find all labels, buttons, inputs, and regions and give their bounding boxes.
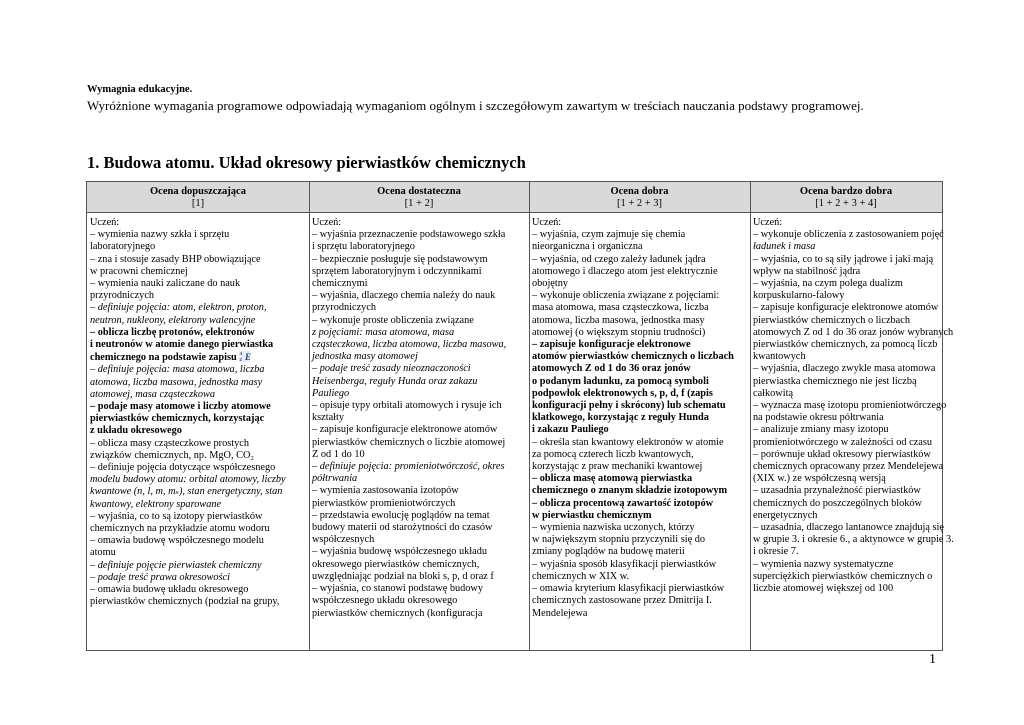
- requirement-line: – podaje treść prawa okresowości: [90, 571, 230, 583]
- requirement-line: – wykonuje obliczenia związane z pojęciami:: [532, 290, 720, 302]
- requirement-line: – wyjaśnia, co to są izotopy pierwiastków: [90, 510, 263, 522]
- requirement-line: – definiuje pojęcia: masa atomowa, liczba: [90, 364, 265, 376]
- requirement-line: kwantowe (n, l, m, mₛ), stan energetyczny, stan: [90, 486, 283, 498]
- requirement-line: obojętny: [532, 278, 569, 290]
- requirement-line: o podanym ładunku, za pomocą symboli: [532, 375, 709, 387]
- svg-text:E: E: [245, 352, 252, 363]
- requirement-line: – uzasadnia przynależność pierwiastków: [753, 485, 921, 497]
- requirement-line: pierwiastka chemicznego nie jest liczbą: [753, 375, 917, 387]
- requirement-line: – omawia kryterium klasyfikacji pierwiastków: [532, 583, 725, 595]
- requirement-line: chemicznego o znanym składzie izotopowym: [532, 485, 728, 497]
- requirement-line: i zakazu Pauliego: [532, 424, 609, 436]
- requirement-line: atomowa, liczba masowa, jednostka masy: [90, 376, 263, 388]
- requirement-line: promieniotwórczego w zależności od czasu: [753, 436, 932, 448]
- requirement-line: – definiuje pojęcia: atom, elektron, proton,: [90, 302, 267, 314]
- requirement-line: – wyjaśnia, co stanowi podstawę budowy: [312, 583, 484, 595]
- requirement-line: – definiuje pojęcie pierwiastek chemiczny: [90, 559, 262, 571]
- requirement-line: Z od 1 do 10: [312, 448, 365, 460]
- requirement-line: – wyjaśnia, na czym polega dualizm: [753, 278, 903, 290]
- svg-text:Z: Z: [239, 357, 243, 363]
- requirement-line: atomów pierwiastków chemicznych o liczbach: [532, 351, 734, 363]
- requirement-line: – opisuje typy orbitali atomowych i rysuje ich: [312, 400, 502, 412]
- requirement-line: pierwiastków chemicznych, korzystając: [90, 413, 265, 425]
- requirement-line: cząsteczkowa, liczba atomowa, liczba masowa,: [312, 339, 507, 351]
- requirement-line: – wyjaśnia budowę współczesnego układu: [312, 546, 488, 558]
- requirement-line: zmiany poglądów na budowę materii: [532, 546, 685, 558]
- grade-label: Ocena dopuszczająca: [150, 186, 246, 197]
- cell-dobra: [532, 217, 749, 650]
- requirement-line: współczesnego układu okresowego: [312, 595, 458, 607]
- requirement-line: pierwiastków chemicznych (konfiguracja: [312, 607, 483, 619]
- requirement-line: pierwiastków chemicznych o liczbach: [753, 314, 910, 326]
- grade-label: Ocena bardzo dobra: [799, 186, 893, 197]
- requirement-line: przyrodniczych: [312, 302, 377, 314]
- requirement-line: – określa stan kwantowy elektronów w atomie: [532, 436, 724, 448]
- requirement-line: i okresie 7.: [753, 546, 799, 558]
- requirement-line: chemicznego na podstawie zapisu E A Z: [90, 351, 252, 364]
- requirement-line: Pauliego: [312, 387, 350, 399]
- requirement-line: pierwiastków chemicznych, za pomocą liczb: [753, 339, 938, 351]
- requirement-line: kwantowych: [753, 351, 806, 363]
- requirement-line: – przedstawia ewolucję poglądów na temat: [312, 509, 490, 521]
- grade-label: Ocena dobra: [610, 186, 669, 197]
- requirement-line: – oblicza procentową zawartość izotopów: [532, 497, 714, 509]
- requirement-line: modelu budowy atomu: orbital atomowy, liczby: [90, 474, 286, 486]
- requirement-line: – podaje masy atomowe i liczby atomowe: [90, 401, 271, 413]
- requirement-line: – porównuje układ okresowy pierwiastków: [753, 448, 931, 460]
- column-divider: [750, 182, 751, 650]
- requirement-line: atomowa, liczba masowa, jednostka masy: [532, 314, 705, 326]
- requirement-line: wpływ na stabilność jądra: [753, 265, 861, 277]
- requirement-line: klatkowego, korzystając z reguły Hunda: [532, 412, 709, 424]
- requirement-line: – uzasadnia, dlaczego lantanowce znajdują się: [753, 522, 944, 534]
- requirement-line: w grupie 3. i okresie 6., a aktynowce w grupie 3.: [753, 534, 954, 546]
- table-header: [87, 182, 942, 213]
- requirement-line: konfiguracji pełny i skrócony) lub schematu: [532, 400, 726, 412]
- document-heading: Wymagnia edukacyjne.: [87, 84, 193, 95]
- requirement-line: – definiuje pojęcia: promieniotwórczość, okres: [312, 461, 505, 473]
- requirement-line: – wykonuje obliczenia z zastosowaniem pojęć: [753, 229, 944, 241]
- nuclide-notation-icon: [239, 351, 250, 362]
- requirement-line: chemicznych do poszczególnych bloków: [753, 497, 922, 509]
- header-cell-dostateczna: [309, 182, 529, 212]
- requirement-line: w największym stopniu przyczynili się do: [532, 534, 706, 546]
- requirement-line: – wyjaśnia, co to są siły jądrowe i jaki mają: [753, 253, 934, 265]
- section-title: 1. Budowa atomu. Układ okresowy pierwiastków chemicznych: [87, 153, 526, 172]
- requirement-line: uwzględniając podział na bloki s, p, d oraz f: [312, 570, 494, 582]
- requirement-line: atomowej (o większym stopniu trudności): [532, 326, 706, 338]
- requirement-line: i neutronów w atomie danego pierwiastka: [90, 339, 274, 351]
- requirement-line: atomowego i dlaczego atom jest elektrycznie: [532, 265, 718, 277]
- requirement-line: chemicznych opracowany przez Mendelejewa: [753, 461, 944, 473]
- requirement-line: Heisenberga, reguły Hunda oraz zakazu: [312, 375, 478, 387]
- requirement-line: (XIX w.) ze współczesną wersją: [753, 473, 886, 485]
- requirement-line: – podaje treść zasady nieoznaczoności: [312, 363, 471, 375]
- requirement-line: – zapisuje konfiguracje elektronowe: [532, 339, 691, 351]
- grade-levels: [1 + 2]: [404, 198, 434, 209]
- requirement-line: liczbie atomowej większej od 100: [753, 583, 894, 595]
- requirement-line: pierwiastków promieniotwórczych: [312, 497, 456, 509]
- requirements-table: [86, 181, 954, 651]
- requirement-line: całkowitą: [753, 387, 794, 399]
- requirement-line: chemicznych na przykładzie atomu wodoru: [90, 523, 270, 535]
- requirement-line: masa atomowa, masa cząsteczkowa, liczba: [532, 302, 709, 314]
- requirement-line: Mendelejewa: [532, 607, 588, 619]
- requirement-line: na podstawie okresu półtrwania: [753, 412, 884, 424]
- requirement-line: kształty: [312, 412, 345, 424]
- requirement-line: Uczeń:: [312, 217, 342, 228]
- header-cell-dobra: [529, 182, 750, 212]
- requirement-line: – bezpiecznie posługuje się podstawowym: [312, 253, 488, 265]
- cell-bardzo-dobra: [753, 217, 954, 650]
- requirement-line: – zapisuje konfiguracje elektronowe atomów: [753, 302, 939, 314]
- grade-label: Ocena dostateczna: [377, 186, 461, 197]
- requirement-line: Uczeń:: [753, 217, 783, 228]
- requirement-line: półtrwania: [312, 473, 358, 485]
- requirement-line: z pojęciami: masa atomowa, masa: [312, 326, 455, 338]
- requirement-line: – oblicza masę atomową pierwiastka: [532, 473, 693, 485]
- requirement-line: energetycznych: [753, 509, 818, 521]
- requirement-line: atomu: [90, 547, 116, 559]
- requirement-line: w pierwiastku chemicznym: [532, 509, 652, 521]
- requirement-line: – wymienia nazwy szkła i sprzętu: [90, 229, 230, 241]
- requirement-line: – zapisuje konfiguracje elektronowe atomów: [312, 424, 498, 436]
- requirement-line: – wyjaśnia, czym zajmuje się chemia: [532, 229, 686, 241]
- requirement-line: jednostka masy atomowej: [312, 351, 418, 363]
- requirement-line: okresowego pierwiastków chemicznych,: [312, 558, 480, 570]
- requirement-line: atomowych Z od 1 do 36 oraz jonów wybranych: [753, 326, 954, 338]
- requirement-line: podpowłok elektronowych s, p, d, f (zapis: [532, 387, 713, 399]
- requirement-line: związków chemicznych, np. MgO, CO₂: [90, 449, 255, 461]
- requirement-line: – wyjaśnia, dlaczego zwykle masa atomowa: [753, 363, 936, 375]
- requirement-line: kwantowy, elektrony sparowane: [90, 498, 222, 510]
- requirement-line: w pracowni chemicznej: [90, 265, 188, 277]
- grade-levels: [1]: [191, 198, 205, 209]
- requirement-line: ładunek i masa: [753, 241, 816, 253]
- requirement-line: – omawia budowę współczesnego modelu: [90, 535, 264, 547]
- document-description: Wyróżnione wymagania programowe odpowiadają wymaganiom ogólnym i szczegółowym zawartym w treściach nauczania podstawy programowej.: [87, 98, 864, 113]
- requirement-line: – omawia budowę układu okresowego: [90, 584, 249, 596]
- grade-levels: [1 + 2 + 3 + 4]: [815, 198, 877, 209]
- requirement-line: – wyjaśnia, dlaczego chemia należy do nauk: [312, 290, 496, 302]
- requirement-line: chemicznych zastosowane przez Dmitrija I.: [532, 595, 712, 607]
- requirement-line: i sprzętu laboratoryjnego: [312, 241, 415, 253]
- cell-dostateczna: [312, 217, 528, 650]
- grade-levels: [1 + 2 + 3]: [616, 198, 663, 209]
- requirement-line: – wymienia nazwiska uczonych, którzy: [532, 522, 695, 534]
- requirement-line: pierwiastków chemicznych (podział na grupy,: [90, 596, 280, 608]
- requirement-line: sprzętem laboratoryjnym i odczynnikami: [312, 265, 482, 277]
- requirement-line: nieorganiczna i organiczna: [532, 241, 643, 253]
- requirement-line: – oblicza liczbę protonów, elektronów: [90, 326, 255, 338]
- requirement-line: – wyjaśnia, od czego zależy ładunek jądra: [532, 253, 706, 265]
- requirement-line: – wymienia nazwy systematyczne: [753, 558, 894, 570]
- requirement-line: korzystając z praw mechaniki kwantowej: [532, 461, 703, 473]
- cell-dopuszczajaca: [90, 217, 308, 650]
- requirement-line: przyrodniczych: [90, 290, 155, 302]
- requirement-line: atomowej, masa cząsteczkowa: [90, 388, 215, 400]
- page-number: 1: [929, 652, 936, 667]
- requirement-line: laboratoryjnego: [90, 241, 156, 253]
- column-divider: [309, 182, 310, 650]
- requirement-line: pierwiastków chemicznych o liczbie atomowej: [312, 436, 506, 448]
- requirement-line: chemicznymi: [312, 278, 368, 290]
- requirement-line: współczesnych: [312, 534, 375, 546]
- requirement-line: budowy materii od starożytności do czasów: [312, 522, 493, 534]
- header-cell-dopuszczajaca: [87, 182, 309, 212]
- requirement-line: – wymienia nauki zaliczane do nauk: [90, 278, 241, 290]
- requirement-line: Uczeń:: [532, 217, 562, 228]
- requirement-line: – wyjaśnia przeznaczenie podstawowego szkła: [312, 229, 506, 241]
- column-divider: [529, 182, 530, 650]
- requirement-line: superciężkich pierwiastków chemicznych o: [753, 570, 933, 582]
- requirement-line: – zna i stosuje zasady BHP obowiązujące: [90, 253, 261, 265]
- requirement-line: – oblicza masy cząsteczkowe prostych: [90, 437, 249, 449]
- requirement-line: Uczeń:: [90, 217, 120, 228]
- requirement-line: – definiuje pojęcia dotyczące współczesnego: [90, 462, 276, 474]
- header-cell-bardzo-dobra: [750, 182, 942, 212]
- requirement-line: – wyjaśnia sposób klasyfikacji pierwiastków: [532, 558, 717, 570]
- requirement-line: atomowych Z od 1 do 36 oraz jonów: [532, 363, 691, 375]
- requirement-line: – wykonuje proste obliczenia związane: [312, 314, 474, 326]
- requirement-line: z układu okresowego: [90, 425, 182, 437]
- svg-text:A: A: [239, 351, 243, 357]
- requirement-line: neutron, nukleony, elektrony walencyjne: [90, 314, 256, 326]
- requirement-line: korpuskularno-falowy: [753, 290, 845, 302]
- requirement-line: – wymienia zastosowania izotopów: [312, 485, 459, 497]
- requirement-line: za pomocą czterech liczb kwantowych,: [532, 448, 694, 460]
- requirement-line: – wyznacza masę izotopu promieniotwórczego: [753, 400, 947, 412]
- requirement-line: chemicznych w XIX w.: [532, 570, 630, 582]
- requirement-line: – analizuje zmiany masy izotopu: [753, 424, 889, 436]
